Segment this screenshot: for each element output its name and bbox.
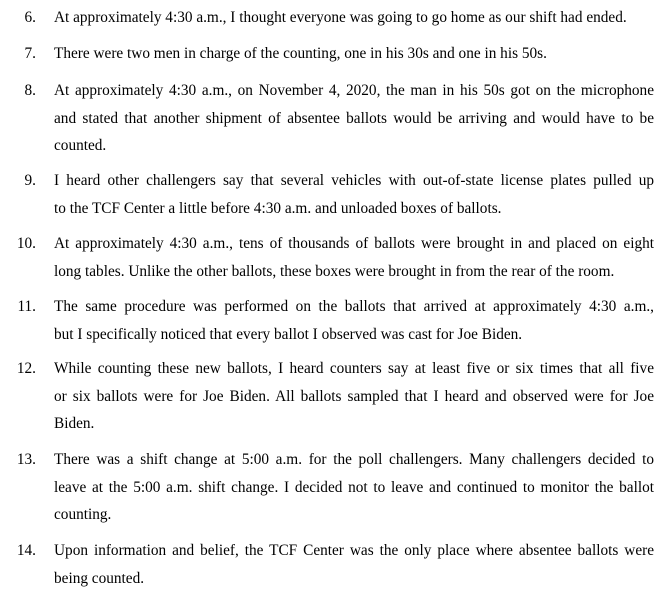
paragraph-line: Upon information and belief, the TCF Center was the only place where absentee ballots were bbox=[54, 537, 654, 565]
paragraph-text bbox=[54, 230, 654, 285]
paragraph-number: 9. bbox=[0, 167, 36, 195]
paragraph-line: I heard other challengers say that several vehicles with out-of-state license plates pulled up bbox=[54, 167, 654, 195]
paragraph-line: There was a shift change at 5:00 a.m. for the poll challengers. Many challengers decided to bbox=[54, 446, 654, 474]
paragraph-line: Biden. bbox=[54, 410, 654, 438]
paragraph-line: At approximately 4:30 a.m., on November 4, 2020, the man in his 50s got on the microphone bbox=[54, 77, 654, 105]
paragraph-number: 8. bbox=[0, 77, 36, 105]
paragraph-number: 13. bbox=[0, 446, 36, 474]
paragraph-text bbox=[54, 537, 654, 592]
paragraph-number: 7. bbox=[0, 40, 36, 68]
paragraph-line: and stated that another shipment of absentee ballots would be arriving and would have to be bbox=[54, 105, 654, 133]
paragraph-text bbox=[54, 167, 654, 222]
paragraph-text bbox=[54, 355, 654, 438]
paragraph-text bbox=[54, 40, 654, 68]
paragraph-number: 14. bbox=[0, 537, 36, 565]
paragraph-text bbox=[54, 293, 654, 348]
paragraph-line: While counting these new ballots, I heard counters say at least five or six times that all five bbox=[54, 355, 654, 383]
paragraph-text bbox=[54, 4, 654, 32]
paragraph-text bbox=[54, 77, 654, 160]
paragraph-line: long tables. Unlike the other ballots, these boxes were brought in from the rear of the room. bbox=[54, 258, 654, 286]
paragraph-line: The same procedure was performed on the ballots that arrived at approximately 4:30 a.m., bbox=[54, 293, 654, 321]
paragraph-line: At approximately 4:30 a.m., tens of thousands of ballots were brought in and placed on eight bbox=[54, 230, 654, 258]
paragraph-line: leave at the 5:00 a.m. shift change. I decided not to leave and continued to monitor the ballot bbox=[54, 474, 654, 502]
paragraph-number: 10. bbox=[0, 230, 36, 258]
paragraph-line: being counted. bbox=[54, 565, 654, 592]
paragraph-number: 12. bbox=[0, 355, 36, 383]
paragraph-line: There were two men in charge of the counting, one in his 30s and one in his 50s. bbox=[54, 40, 654, 68]
paragraph-line: or six ballots were for Joe Biden. All ballots sampled that I heard and observed were for Joe bbox=[54, 383, 654, 411]
paragraph-line: counted. bbox=[54, 132, 654, 160]
paragraph-number: 6. bbox=[0, 4, 36, 32]
paragraph-text bbox=[54, 446, 654, 529]
paragraph-line: At approximately 4:30 a.m., I thought everyone was going to go home as our shift had ended. bbox=[54, 4, 654, 32]
paragraph-line: but I specifically noticed that every ballot I observed was cast for Joe Biden. bbox=[54, 321, 654, 349]
paragraph-number: 11. bbox=[0, 293, 36, 321]
paragraph-line: to the TCF Center a little before 4:30 a.m. and unloaded boxes of ballots. bbox=[54, 195, 654, 223]
paragraph-line: counting. bbox=[54, 501, 654, 529]
